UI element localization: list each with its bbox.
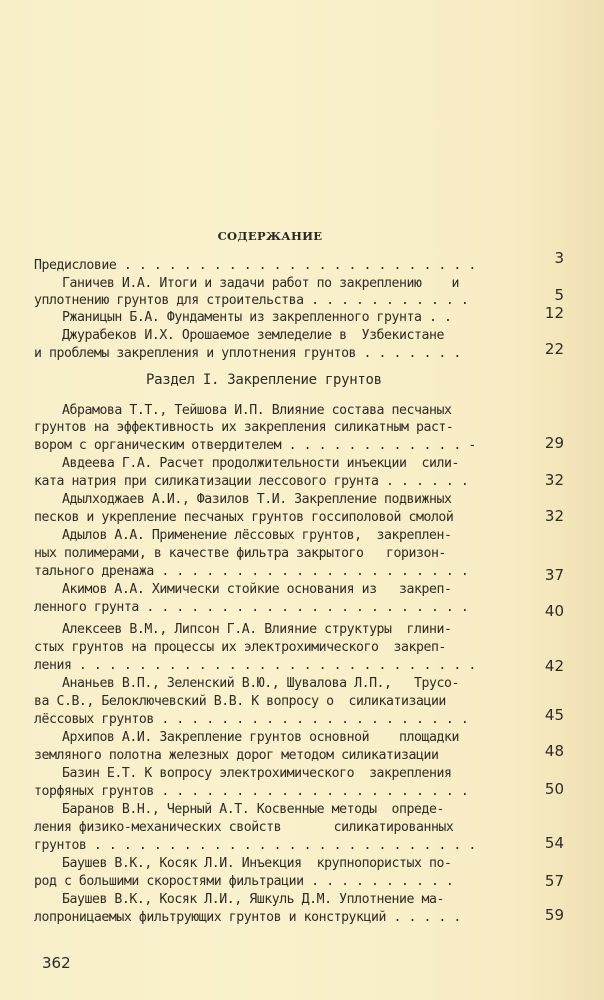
toc-line: Предисловие . . . . . . . . . . . . . . . . . . . . . . . . [34,258,476,273]
toc-line: вором с органическим отвердителем . . . . . . . . . . . . - [34,438,476,453]
toc-line: стых грунтов на процессы их электрохимического закреп- [34,640,446,655]
toc-page-ref: 45 [544,706,564,724]
toc-line: Баушев В.К., Косяк Л.И., Яшкуль Д.М. Уплотнение ма- [62,892,444,907]
toc-page-ref: 22 [544,340,564,358]
toc-line: Ржаницын Б.А. Фундаменты из закрепленного грунта . . [62,310,452,325]
toc-line: Адылов А.А. Применение лёссовых грунтов, закреплен- [62,528,452,543]
toc-page-ref: 48 [544,742,564,760]
toc-line: род с большими скоростями фильтрации . . . . . . . . . . [34,874,454,889]
toc-line: лопроницаемых фильтрующих грунтов и конструкций . . . . . [34,910,461,925]
toc-line: ных полимерами, в качестве фильтра закрытого горизон- [34,546,446,561]
toc-line: Акимов А.А. Химически стойкие основания из закреп- [62,582,452,597]
toc-page-ref: 12 [544,304,564,322]
toc-line: Алексеев В.М., Липсон Г.А. Влияние структуры глини- [62,622,452,637]
toc-page-ref: 32 [544,507,564,525]
toc-page-ref: 3 [554,249,564,267]
toc-line: грунтов на эффективность их закрепления силикатным раст- [34,420,454,435]
toc-line: Архипов А.И. Закрепление грунтов основной площадки [62,730,459,745]
toc-line: ления . . . . . . . . . . . . . . . . . . . . . . . . . . . [34,658,476,673]
folio-page-number: 362 [42,954,71,972]
toc-page-ref: 50 [544,780,564,798]
toc-page-ref: 57 [544,872,564,890]
toc-page-ref: 37 [544,566,564,584]
toc-page-ref: 40 [544,602,564,620]
toc-line: лёссовых грунтов . . . . . . . . . . . . . . . . . . . . . [34,712,469,727]
toc-line: ленного грунта . . . . . . . . . . . . . . . . . . . . . . [34,600,469,615]
toc-page-ref: 59 [544,906,564,924]
toc-line: ва С.В., Белоключевский В.В. К вопросу о силикатизации [34,694,446,709]
toc-line: Ганичев И.А. Итоги и задачи работ по закреплению и [62,276,459,291]
toc-line: Баранов В.Н., Черный А.Т. Косвенные методы опреде- [62,802,444,817]
section-heading: Раздел I. Закрепление грунтов [146,372,382,388]
page-title: СОДЕРЖАНИЕ [217,229,323,243]
toc-line: грунтов . . . . . . . . . . . . . . . . . . . . . . . . . . [34,838,476,853]
toc-line: Абрамова Т.Т., Тейшова И.П. Влияние состава песчаных [62,403,452,418]
toc-line: ления физико-механических свойств силикатированных [34,820,454,835]
toc-line: ката натрия при силикатизации лессового грунта . . . . . . [34,474,469,489]
toc-line: Авдеева Г.А. Расчет продолжительности инъекции сили- [62,456,459,471]
toc-page-ref: 5 [554,286,564,304]
toc-line: Базин Е.Т. К вопросу электрохимического закрепления [62,766,452,781]
toc-page-ref: 42 [544,657,564,675]
toc-line: Ананьев В.П., Зеленский В.Ю., Шувалова Л.П., Трусо- [62,676,459,691]
toc-line: тального дренажа . . . . . . . . . . . . . . . . . . . . . [34,564,469,579]
toc-line: уплотнению грунтов для строительства . . . . . . . . . . . [34,293,469,308]
toc-line: песков и укрепление песчаных грунтов госсиполовой смолой [34,510,454,525]
toc-line: земляного полотна железных дорог методом силикатизации [34,748,439,763]
toc-line: Адылходжаев А.И., Фазилов Т.И. Закрепление подвижных [62,492,452,507]
toc-page-ref: 54 [544,834,564,852]
toc-line: и проблемы закрепления и уплотнения грунтов . . . . . . . [34,346,461,361]
toc-line: Джурабеков И.Х. Орошаемое земледелие в Узбекистане [62,328,444,343]
toc-line: торфяных грунтов . . . . . . . . . . . . . . . . . . . . . [34,784,469,799]
toc-line: Баушев В.К., Косяк Л.И. Инъекция крупнопористых по- [62,856,452,871]
toc-page-ref: 29 [544,434,564,452]
toc-page-ref: 32 [544,471,564,489]
